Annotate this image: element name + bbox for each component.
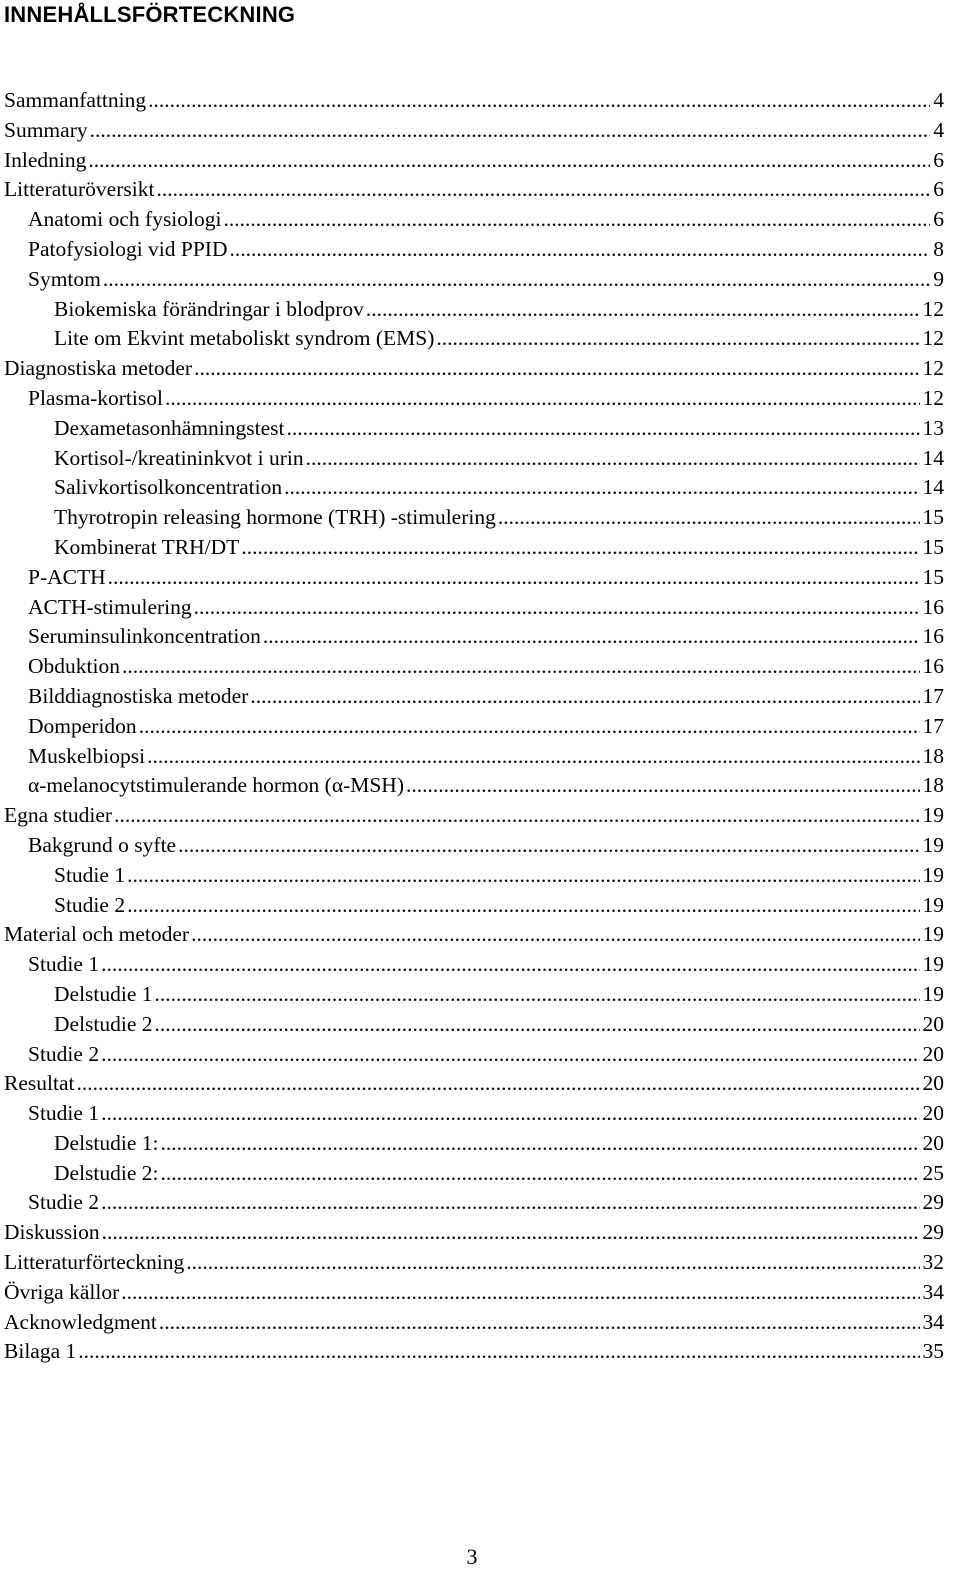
toc-dot-leader [139, 712, 920, 742]
toc-entry[interactable] [4, 86, 944, 116]
toc-entry[interactable] [4, 235, 944, 265]
toc-entry-page: 14 [922, 445, 944, 470]
toc-entry-page: 15 [922, 564, 944, 589]
toc-entry[interactable] [4, 771, 944, 801]
toc-entry-title: Studie 1 [28, 1101, 100, 1126]
toc-entry-title: Diskussion [4, 1220, 100, 1245]
toc-entry-title: Plasma-kortisol [28, 385, 163, 410]
toc-dot-leader [178, 831, 919, 861]
toc-dot-leader [263, 622, 920, 652]
toc-entry[interactable] [4, 175, 944, 205]
toc-dot-leader [127, 891, 919, 921]
toc-entry-title: Salivkortisolkoncentration [54, 475, 283, 500]
toc-dot-leader [122, 652, 920, 682]
toc-entry-page: 19 [922, 803, 944, 828]
toc-entry-page: 14 [922, 475, 944, 500]
toc-dot-leader [156, 175, 930, 205]
toc-entry-title: Delstudie 2: [54, 1160, 159, 1185]
toc-entry[interactable] [4, 1278, 944, 1308]
toc-entry-title: Inledning [4, 147, 87, 172]
toc-entry-page: 4 [933, 88, 944, 112]
toc-entry-title: α-melanocytstimulerande hormon (α-MSH) [28, 773, 404, 798]
toc-entry-title: Patofysiologi vid PPID [28, 236, 228, 261]
toc-entry[interactable] [4, 622, 944, 652]
toc-dot-leader [76, 1069, 919, 1099]
toc-entry-title: Resultat [4, 1071, 75, 1096]
toc-entry[interactable] [4, 384, 944, 414]
toc-entry-title: Obduktion [28, 654, 120, 679]
toc-entry-page: 18 [922, 773, 944, 798]
toc-entry[interactable] [4, 563, 944, 593]
toc-entry-title: Egna studier [4, 803, 113, 828]
toc-entry-page: 9 [933, 266, 944, 291]
toc-dot-leader [103, 265, 930, 295]
toc-entry-title: Bilaga 1 [4, 1339, 77, 1364]
toc-dot-leader [498, 503, 920, 533]
toc-entry[interactable] [4, 1337, 944, 1367]
toc-entry-title: Dexametasonhämningstest [54, 415, 285, 440]
toc-dot-leader [148, 86, 930, 116]
toc-dot-leader [186, 1248, 919, 1278]
toc-entry-page: 13 [922, 415, 944, 440]
toc-entry-page: 12 [922, 326, 944, 351]
toc-dot-leader [223, 205, 930, 235]
toc-dot-leader [230, 235, 931, 265]
toc-entry-page: 15 [922, 534, 944, 559]
toc-entry[interactable] [4, 950, 944, 980]
toc-entry[interactable] [4, 593, 944, 623]
toc-entry[interactable] [4, 1308, 944, 1338]
toc-entry[interactable] [4, 295, 944, 325]
toc-dot-leader [101, 1188, 919, 1218]
toc-entry-page: 29 [922, 1220, 944, 1245]
toc-entry-page: 8 [933, 236, 944, 261]
toc-entry-page: 12 [922, 296, 944, 321]
page-title: INNEHÅLLSFÖRTECKNING [4, 2, 296, 27]
toc-entry-page: 32 [922, 1250, 944, 1275]
toc-dot-leader [90, 116, 931, 146]
toc-entry[interactable] [4, 861, 944, 891]
toc-dot-leader [102, 1218, 920, 1248]
toc-entry-title: Acknowledgment [4, 1309, 157, 1334]
toc-dot-leader [191, 920, 919, 950]
toc-entry-title: Biokemiska förändringar i blodprov [54, 296, 364, 321]
toc-entry-title: Studie 1 [54, 862, 126, 887]
toc-entry[interactable] [4, 920, 944, 950]
toc-entry-title: Litteraturöversikt [4, 177, 155, 202]
toc-dot-leader [194, 593, 920, 623]
toc-entry-page: 19 [922, 981, 944, 1006]
toc-entry-page: 19 [922, 832, 944, 857]
toc-dot-leader [88, 146, 930, 176]
toc-entry-page: 19 [922, 862, 944, 887]
toc-dot-leader [436, 324, 919, 354]
toc-entry-page: 20 [922, 1071, 944, 1096]
toc-entry[interactable] [4, 1010, 944, 1040]
toc-entry[interactable] [4, 265, 944, 295]
toc-entry-page: 20 [922, 1130, 944, 1155]
toc-entry-title: Kortisol-/kreatininkvot i urin [54, 445, 304, 470]
toc-entry[interactable] [4, 742, 944, 772]
toc-dot-leader [241, 533, 919, 563]
toc-entry-page: 20 [922, 1011, 944, 1036]
toc-dot-leader [159, 1308, 920, 1338]
toc-entry-title: Summary [4, 117, 88, 142]
toc-entry-page: 19 [922, 952, 944, 977]
toc-entry-title: Studie 2 [54, 892, 126, 917]
toc-entry[interactable] [4, 116, 944, 146]
toc-entry[interactable] [4, 1188, 944, 1218]
toc-entry-page: 6 [933, 147, 944, 172]
toc-entry-title: Thyrotropin releasing hormone (TRH) -stimulering [54, 505, 496, 530]
toc-entry[interactable] [4, 354, 944, 384]
toc-entry-page: 20 [922, 1041, 944, 1066]
toc-entry[interactable] [4, 205, 944, 235]
toc-entry-page: 16 [922, 594, 944, 619]
toc-entry[interactable] [4, 324, 944, 354]
toc-entry-title: Domperidon [28, 713, 137, 738]
toc-entry-page: 16 [922, 654, 944, 679]
toc-dot-leader [284, 473, 919, 503]
toc-entry-title: Delstudie 1 [54, 981, 153, 1006]
toc-dot-leader [147, 742, 919, 772]
toc-entry[interactable] [4, 473, 944, 503]
toc-entry-title: Studie 2 [28, 1190, 100, 1215]
toc-entry[interactable] [4, 980, 944, 1010]
toc-entry-title: Bakgrund o syfte [28, 832, 177, 857]
toc-entry[interactable] [4, 682, 944, 712]
toc-entry-title: Studie 2 [28, 1041, 100, 1066]
toc-entry[interactable] [4, 1218, 944, 1248]
toc-entry[interactable] [4, 503, 944, 533]
toc-entry-title: Övriga källor [4, 1279, 120, 1304]
toc-entry-page: 20 [922, 1101, 944, 1126]
toc-dot-leader [114, 801, 919, 831]
toc-entry-page: 29 [922, 1190, 944, 1215]
toc-entry[interactable] [4, 1099, 944, 1129]
toc-dot-leader [78, 1337, 919, 1367]
toc-entry[interactable] [4, 1248, 944, 1278]
toc-entry-page: 18 [922, 743, 944, 768]
toc-entry-title: ACTH-stimulering [28, 594, 192, 619]
toc-entry-page: 15 [922, 505, 944, 530]
toc-dot-leader [366, 295, 920, 325]
toc-dot-leader [127, 861, 919, 891]
toc-entry-page: 12 [922, 385, 944, 410]
toc-entry[interactable] [4, 1159, 944, 1189]
toc-entry-page: 16 [922, 624, 944, 649]
toc-entry-title: P-ACTH [28, 564, 106, 589]
toc-entry-title: Kombinerat TRH/DT [54, 534, 240, 559]
toc-entry-page: 17 [922, 713, 944, 738]
toc-entry[interactable] [4, 831, 944, 861]
toc-entry-title: Material och metoder [4, 922, 190, 947]
toc-entry-page: 6 [933, 207, 944, 232]
toc-dot-leader [286, 414, 919, 444]
toc-dot-leader [161, 1159, 920, 1189]
toc-entry[interactable] [4, 1069, 944, 1099]
toc-entry-title: Anatomi och fysiologi [28, 207, 222, 232]
toc-entry-title: Symtom [28, 266, 101, 291]
toc-entry-page: 25 [922, 1160, 944, 1185]
toc-dot-leader [101, 1040, 919, 1070]
toc-entry[interactable] [4, 801, 944, 831]
toc-entry-page: 17 [922, 683, 944, 708]
toc-entry-page: 34 [922, 1309, 944, 1334]
toc-dot-leader [101, 1099, 919, 1129]
toc-entry-title: Bilddiagnostiska metoder [28, 683, 249, 708]
toc-entry-page: 4 [933, 117, 944, 142]
toc-entry[interactable] [4, 533, 944, 563]
toc-entry-title: Delstudie 1: [54, 1130, 159, 1155]
toc-entry[interactable] [4, 146, 944, 176]
toc-entry-title: Lite om Ekvint metaboliskt syndrom (EMS) [54, 326, 435, 351]
toc-dot-leader [121, 1278, 919, 1308]
toc-dot-leader [155, 1010, 920, 1040]
toc-entry-page: 19 [922, 892, 944, 917]
toc-entry-page: 19 [922, 922, 944, 947]
toc-entry-title: Delstudie 2 [54, 1011, 153, 1036]
toc-entry[interactable] [4, 1040, 944, 1070]
page-number: 3 [466, 1544, 478, 1569]
toc-dot-leader [155, 980, 920, 1010]
toc-entry-title: Muskelbiopsi [28, 743, 146, 768]
toc-dot-leader [194, 354, 919, 384]
toc-entry[interactable] [4, 712, 944, 742]
toc-dot-leader [250, 682, 919, 712]
table-of-contents [4, 86, 944, 1367]
toc-dot-leader [161, 1129, 920, 1159]
toc-entry-page: 12 [922, 356, 944, 381]
toc-entry-title: Sammanfattning [4, 88, 147, 112]
toc-entry[interactable] [4, 414, 944, 444]
toc-entry[interactable] [4, 891, 944, 921]
toc-dot-leader [406, 771, 920, 801]
toc-entry-title: Litteraturförteckning [4, 1250, 185, 1275]
toc-dot-leader [306, 444, 920, 474]
toc-entry-title: Studie 1 [28, 952, 100, 977]
toc-entry[interactable] [4, 444, 944, 474]
toc-dot-leader [101, 950, 919, 980]
toc-entry-title: Seruminsulinkoncentration [28, 624, 261, 649]
toc-entry-page: 35 [922, 1339, 944, 1364]
toc-entry[interactable] [4, 1129, 944, 1159]
toc-entry-page: 34 [922, 1279, 944, 1304]
toc-dot-leader [108, 563, 920, 593]
toc-entry[interactable] [4, 652, 944, 682]
toc-entry-page: 6 [933, 177, 944, 202]
toc-dot-leader [165, 384, 920, 414]
toc-entry-title: Diagnostiska metoder [4, 356, 193, 381]
